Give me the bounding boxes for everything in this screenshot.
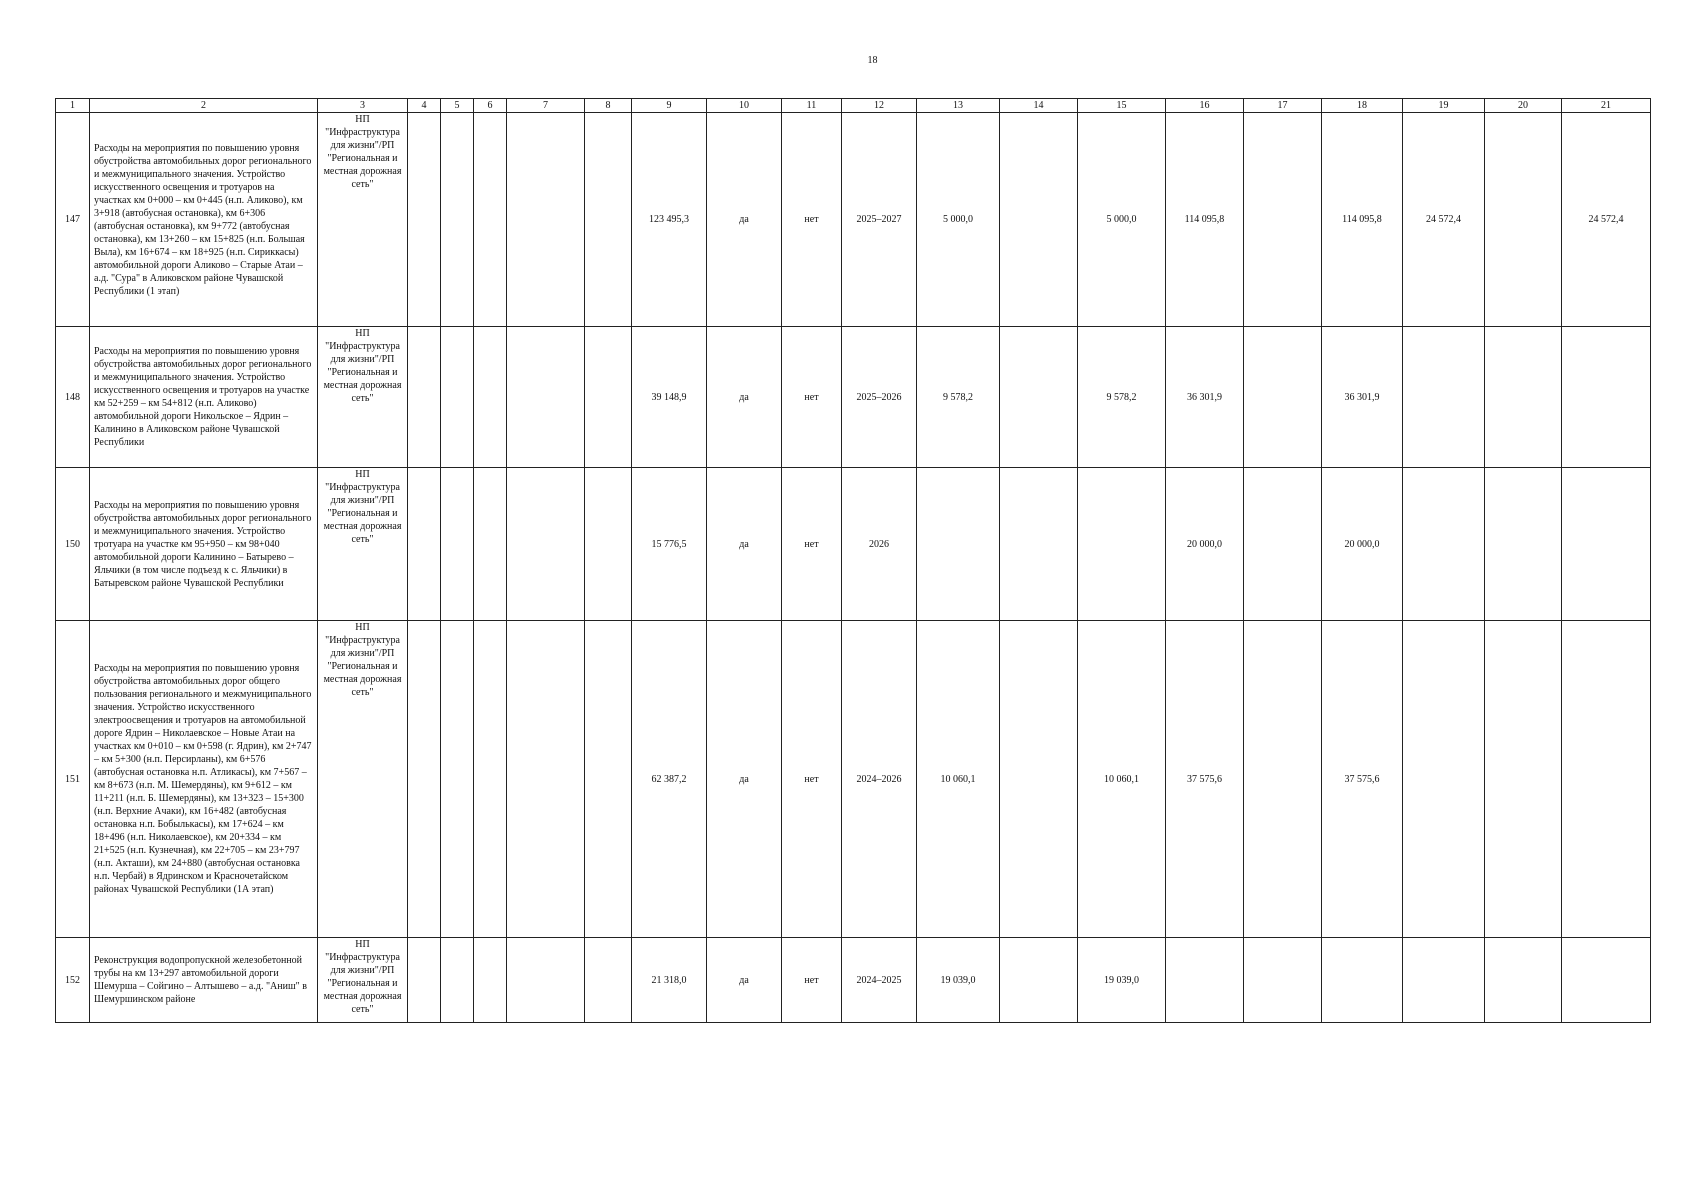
table-cell-col-16: 114 095,8 [1166, 113, 1244, 327]
table-cell-col-14 [1000, 621, 1078, 938]
table-cell-col-2: Реконструкция водопропускной железобетонной трубы на км 13+297 автомобильной дороги Шемурша – Сойгино – Алтышево – а.д. "Аниш" в Шемуршинском районе [90, 938, 318, 1023]
table-cell-col-8 [585, 468, 632, 621]
table-cell-col-5 [441, 468, 474, 621]
table-cell-col-4 [408, 938, 441, 1023]
table-cell-col-3: НП "Инфраструктура для жизни"/РП "Региональная и местная дорожная сеть" [318, 468, 408, 621]
table-cell-col-6 [474, 468, 507, 621]
table-cell-col-12: 2024–2026 [842, 621, 917, 938]
table-cell-col-9: 21 318,0 [632, 938, 707, 1023]
table-cell-col-1: 152 [56, 938, 90, 1023]
table-cell-col-16: 36 301,9 [1166, 327, 1244, 468]
header-cell: 16 [1166, 99, 1244, 113]
table-cell-col-4 [408, 468, 441, 621]
header-cell: 13 [917, 99, 1000, 113]
table-cell-col-1: 150 [56, 468, 90, 621]
header-cell: 20 [1485, 99, 1562, 113]
table-cell-col-21 [1562, 327, 1651, 468]
table-cell-col-1: 147 [56, 113, 90, 327]
header-cell: 9 [632, 99, 707, 113]
table-cell-col-18: 114 095,8 [1322, 113, 1403, 327]
table-cell-col-14 [1000, 938, 1078, 1023]
table-cell-col-15: 19 039,0 [1078, 938, 1166, 1023]
page-number: 18 [867, 55, 878, 66]
table-cell-col-2: Расходы на мероприятия по повышению уровня обустройства автомобильных дорог регионального и межмуниципального значения. Устройство тротуара на участке км 95+950 – км 98+040 автомобильной дороги Калинино – Батырево – Яльчики (в том числе подъезд к с. Яльчики) в Батыревском районе Чувашской Республики [90, 468, 318, 621]
table-cell-col-16 [1166, 938, 1244, 1023]
header-cell: 18 [1322, 99, 1403, 113]
table-cell-col-4 [408, 327, 441, 468]
table-cell-col-11: нет [782, 938, 842, 1023]
table-cell-col-12: 2025–2026 [842, 327, 917, 468]
table-cell-col-13 [917, 468, 1000, 621]
table-cell-col-15: 5 000,0 [1078, 113, 1166, 327]
table-cell-col-14 [1000, 113, 1078, 327]
table-cell-col-11: нет [782, 621, 842, 938]
table-cell-col-20 [1485, 113, 1562, 327]
table-cell-col-10: да [707, 468, 782, 621]
table-cell-col-17 [1244, 113, 1322, 327]
table-cell-col-7 [507, 938, 585, 1023]
table-row [56, 468, 1651, 621]
table-cell-col-12: 2026 [842, 468, 917, 621]
table-cell-col-11: нет [782, 468, 842, 621]
table-cell-col-3: НП "Инфраструктура для жизни"/РП "Региональная и местная дорожная сеть" [318, 113, 408, 327]
header-cell: 14 [1000, 99, 1078, 113]
table-cell-col-4 [408, 113, 441, 327]
table-cell-col-6 [474, 938, 507, 1023]
table-row [56, 621, 1651, 938]
table-cell-col-19 [1403, 468, 1485, 621]
table-cell-col-7 [507, 621, 585, 938]
table-cell-col-5 [441, 327, 474, 468]
table-cell-col-12: 2025–2027 [842, 113, 917, 327]
table-cell-col-18: 37 575,6 [1322, 621, 1403, 938]
table-cell-col-13: 9 578,2 [917, 327, 1000, 468]
table-cell-col-2: Расходы на мероприятия по повышению уровня обустройства автомобильных дорог регионального и межмуниципального значения. Устройство искусственного освещения и тротуаров на участках км 0+000 – км 0+445 (н.п. Аликово), км 3+918 (автобусная остановка), км 6+306 (автобусная остановка), км 9+772 (автобусная остановка), км 13+260 – км 15+825 (н.п. Большая Выла), км 16+674 – км 18+925 (н.п. Сириккасы) автомобильной дороги Аликово – Старые Атаи – а.д. "Сура" в Аликовском районе Чувашской Республики (1 этап) [90, 113, 318, 327]
header-cell: 1 [56, 99, 90, 113]
table-cell-col-5 [441, 113, 474, 327]
table-cell-col-20 [1485, 621, 1562, 938]
table-cell-col-13: 19 039,0 [917, 938, 1000, 1023]
table-cell-col-21 [1562, 621, 1651, 938]
table-cell-col-16: 20 000,0 [1166, 468, 1244, 621]
table-cell-col-8 [585, 621, 632, 938]
header-cell: 15 [1078, 99, 1166, 113]
header-cell: 11 [782, 99, 842, 113]
header-cell: 6 [474, 99, 507, 113]
table-cell-col-9: 39 148,9 [632, 327, 707, 468]
table-cell-col-14 [1000, 468, 1078, 621]
header-cell: 19 [1403, 99, 1485, 113]
header-cell: 5 [441, 99, 474, 113]
table-cell-col-17 [1244, 621, 1322, 938]
header-cell: 12 [842, 99, 917, 113]
header-cell: 8 [585, 99, 632, 113]
table-cell-col-4 [408, 621, 441, 938]
table-cell-col-8 [585, 938, 632, 1023]
table-cell-col-17 [1244, 468, 1322, 621]
table-cell-col-3: НП "Инфраструктура для жизни"/РП "Региональная и местная дорожная сеть" [318, 938, 408, 1023]
header-cell: 3 [318, 99, 408, 113]
table-cell-col-16: 37 575,6 [1166, 621, 1244, 938]
table-cell-col-18: 20 000,0 [1322, 468, 1403, 621]
table-cell-col-2: Расходы на мероприятия по повышению уровня обустройства автомобильных дорог регионального и межмуниципального значения. Устройство искусственного освещения и тротуаров на участке км 52+259 – км 54+812 (н.п. Аликово) автомобильной дороги Никольское – Ядрин – Калинино в Аликовском районе Чувашской Республики [90, 327, 318, 468]
header-row [56, 99, 1651, 113]
table-row [56, 113, 1651, 327]
table-cell-col-10: да [707, 621, 782, 938]
investment-table [55, 98, 1651, 1023]
table-cell-col-20 [1485, 327, 1562, 468]
header-cell: 17 [1244, 99, 1322, 113]
table-cell-col-18: 36 301,9 [1322, 327, 1403, 468]
header-cell: 2 [90, 99, 318, 113]
table-cell-col-19 [1403, 621, 1485, 938]
header-cell: 10 [707, 99, 782, 113]
table-cell-col-19 [1403, 327, 1485, 468]
table-cell-col-19 [1403, 938, 1485, 1023]
table-cell-col-21: 24 572,4 [1562, 113, 1651, 327]
table-cell-col-9: 123 495,3 [632, 113, 707, 327]
table-cell-col-14 [1000, 327, 1078, 468]
table-row [56, 938, 1651, 1023]
table-cell-col-20 [1485, 938, 1562, 1023]
table-cell-col-9: 62 387,2 [632, 621, 707, 938]
header-cell: 21 [1562, 99, 1651, 113]
table-cell-col-18 [1322, 938, 1403, 1023]
table-cell-col-21 [1562, 468, 1651, 621]
table-cell-col-11: нет [782, 113, 842, 327]
table-cell-col-12: 2024–2025 [842, 938, 917, 1023]
table-cell-col-3: НП "Инфраструктура для жизни"/РП "Региональная и местная дорожная сеть" [318, 327, 408, 468]
table-cell-col-13: 10 060,1 [917, 621, 1000, 938]
table-cell-col-3: НП "Инфраструктура для жизни"/РП "Региональная и местная дорожная сеть" [318, 621, 408, 938]
table-row [56, 327, 1651, 468]
table-cell-col-21 [1562, 938, 1651, 1023]
table-cell-col-1: 151 [56, 621, 90, 938]
table-cell-col-19: 24 572,4 [1403, 113, 1485, 327]
table-cell-col-8 [585, 327, 632, 468]
table-cell-col-7 [507, 113, 585, 327]
table-cell-col-5 [441, 621, 474, 938]
table-cell-col-15: 9 578,2 [1078, 327, 1166, 468]
table-cell-col-17 [1244, 327, 1322, 468]
table-cell-col-5 [441, 938, 474, 1023]
header-cell: 4 [408, 99, 441, 113]
table-cell-col-9: 15 776,5 [632, 468, 707, 621]
table-cell-col-17 [1244, 938, 1322, 1023]
table-cell-col-10: да [707, 113, 782, 327]
table-cell-col-7 [507, 327, 585, 468]
table-cell-col-1: 148 [56, 327, 90, 468]
table-cell-col-10: да [707, 938, 782, 1023]
table-cell-col-7 [507, 468, 585, 621]
table-cell-col-10: да [707, 327, 782, 468]
table-cell-col-6 [474, 327, 507, 468]
table-cell-col-8 [585, 113, 632, 327]
header-cell: 7 [507, 99, 585, 113]
table-cell-col-2: Расходы на мероприятия по повышению уровня обустройства автомобильных дорог общего пользования регионального и межмуниципального значения. Устройство искусственного электроосвещения и тротуаров на автомобильной дороге Ядрин – Николаевское – Новые Атаи на участках км 0+010 – км 0+598 (г. Ядрин), км 2+747 – км 5+300 (н.п. Персирланы), км 6+576 (автобусная остановка н.п. Атликасы), км 7+567 – км 8+673 (н.п. М. Шемердяны), км 9+612 – км 11+211 (н.п. Б. Шемердяны), км 13+323 – 15+300 (н.п. Верхние Ачаки), км 16+482 (автобусная остановка н.п. Бобылькасы), км 17+624 – км 18+496 (н.п. Николаевское), км 20+334 – км 21+525 (н.п. Кузнечная), км 22+705 – км 23+797 (н.п. Акташи), км 24+880 (автобусная остановка н.п. Чербай) в Ядринском и Красночетайском районах Чувашской Республики (1А этап) [90, 621, 318, 938]
table-cell-col-6 [474, 621, 507, 938]
table-cell-col-6 [474, 113, 507, 327]
table-cell-col-15: 10 060,1 [1078, 621, 1166, 938]
table-cell-col-15 [1078, 468, 1166, 621]
table-cell-col-11: нет [782, 327, 842, 468]
table-cell-col-20 [1485, 468, 1562, 621]
table-cell-col-13: 5 000,0 [917, 113, 1000, 327]
